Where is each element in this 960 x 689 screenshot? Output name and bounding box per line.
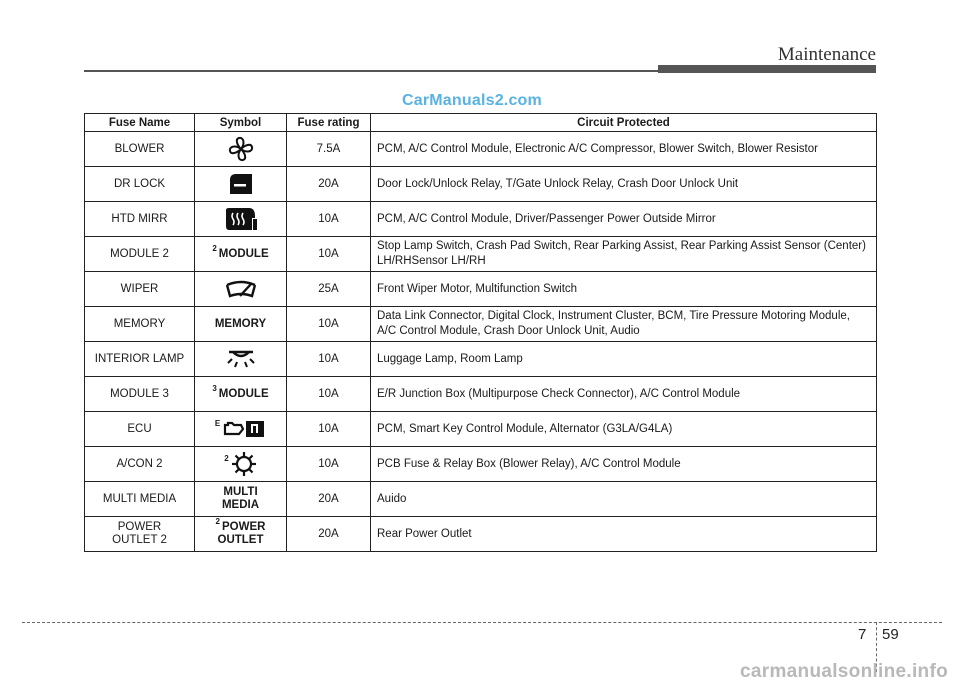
fuse-name: DR LOCK xyxy=(85,167,195,202)
circuit-protected: Door Lock/Unlock Relay, T/Gate Unlock Relay, Crash Door Unlock Unit xyxy=(371,167,877,202)
fuse-symbol xyxy=(195,202,287,237)
fuse-rating: 10A xyxy=(287,237,371,272)
table-row xyxy=(85,377,877,412)
fuse-name: WIPER xyxy=(85,272,195,307)
symbol-label: MODULE xyxy=(218,387,269,400)
symbol-superscript: E xyxy=(214,419,221,429)
header-rule-thin xyxy=(84,70,662,72)
table-row xyxy=(85,202,877,237)
watermark-link[interactable]: CarManuals2.com xyxy=(402,92,542,109)
fuse-name: MULTI MEDIA xyxy=(85,482,195,517)
page-number: 59 xyxy=(882,626,899,643)
fuse-symbol xyxy=(195,342,287,377)
fuse-name: INTERIOR LAMP xyxy=(85,342,195,377)
fuse-name: ECU xyxy=(85,412,195,447)
symbol-label: MODULE xyxy=(218,247,269,260)
air-conditioning-icon xyxy=(231,451,257,477)
symbol-superscript: 3 xyxy=(212,383,217,393)
footer-dotted-rule xyxy=(22,622,942,623)
circuit-protected: Front Wiper Motor, Multifunction Switch xyxy=(371,272,877,307)
fuse-rating: 10A xyxy=(287,377,371,412)
symbol-superscript: 2 xyxy=(215,517,220,526)
heated-mirror-icon xyxy=(223,206,259,232)
fuse-rating: 10A xyxy=(287,202,371,237)
fuse-table xyxy=(84,113,877,552)
fuse-name: MODULE 2 xyxy=(85,237,195,272)
wiper-icon xyxy=(224,278,258,300)
circuit-protected: Luggage Lamp, Room Lamp xyxy=(371,342,877,377)
circuit-protected: Auido xyxy=(371,482,877,517)
interior-lamp-icon xyxy=(224,348,258,370)
symbol-label-line2: OUTLET xyxy=(217,534,264,546)
fuse-name xyxy=(85,517,195,552)
fuse-symbol xyxy=(195,447,287,482)
fuse-symbol xyxy=(195,482,287,517)
circuit-protected: PCB Fuse & Relay Box (Blower Relay), A/C Control Module xyxy=(371,447,877,482)
symbol-label-line1: MULTI xyxy=(223,486,258,498)
circuit-protected: E/R Junction Box (Multipurpose Check Connector), A/C Control Module xyxy=(371,377,877,412)
table-row xyxy=(85,167,877,202)
symbol-label-line2: MEDIA xyxy=(221,499,260,511)
door-lock-icon xyxy=(226,172,256,196)
circuit-protected: PCM, Smart Key Control Module, Alternator (G3LA/G4LA) xyxy=(371,412,877,447)
table-row xyxy=(85,447,877,482)
ecu-icon xyxy=(222,419,266,439)
fuse-symbol xyxy=(195,272,287,307)
table-header-row xyxy=(85,114,877,132)
table-row xyxy=(85,272,877,307)
table-row xyxy=(85,307,877,342)
fuse-rating: 10A xyxy=(287,307,371,342)
circuit-protected: PCM, A/C Control Module, Driver/Passenger Power Outside Mirror xyxy=(371,202,877,237)
fuse-rating: 20A xyxy=(287,482,371,517)
fuse-symbol xyxy=(195,412,287,447)
fuse-name-line2: OUTLET 2 xyxy=(112,534,167,546)
table-row xyxy=(85,342,877,377)
fuse-name: BLOWER xyxy=(85,132,195,167)
circuit-protected: Rear Power Outlet xyxy=(371,517,877,552)
circuit-protected: Data Link Connector, Digital Clock, Instrument Cluster, BCM, Tire Pressure Motoring Module, A/C Control Module, Crash Door Unlock Unit, Audio xyxy=(371,307,877,342)
fuse-symbol xyxy=(195,307,287,342)
table-row xyxy=(85,517,877,552)
table-row xyxy=(85,482,877,517)
fuse-rating: 10A xyxy=(287,342,371,377)
fuse-rating: 20A xyxy=(287,167,371,202)
circuit-protected: Stop Lamp Switch, Crash Pad Switch, Rear Parking Assist, Rear Parking Assist Sensor (Center) LH/RHSensor LH/RH xyxy=(371,237,877,272)
fuse-rating: 25A xyxy=(287,272,371,307)
table-row xyxy=(85,237,877,272)
fuse-name: MODULE 3 xyxy=(85,377,195,412)
symbol-label-line1: POWER xyxy=(222,521,266,533)
fan-icon xyxy=(227,135,255,163)
header-circuit-protected: Circuit Protected xyxy=(371,114,877,132)
fuse-symbol xyxy=(195,517,287,552)
fuse-rating: 10A xyxy=(287,412,371,447)
symbol-superscript: 2 xyxy=(212,243,217,253)
fuse-name-line1: POWER xyxy=(117,521,162,533)
fuse-symbol xyxy=(195,377,287,412)
fuse-name: HTD MIRR xyxy=(85,202,195,237)
footer-watermark: carmanualsonline.info xyxy=(740,661,948,682)
symbol-superscript: 2 xyxy=(224,454,229,464)
fuse-symbol xyxy=(195,167,287,202)
fuse-rating: 10A xyxy=(287,447,371,482)
chapter-number: 7 xyxy=(858,626,867,643)
fuse-rating: 7.5A xyxy=(287,132,371,167)
table-row xyxy=(85,132,877,167)
fuse-name: A/CON 2 xyxy=(85,447,195,482)
header-fuse-name: Fuse Name xyxy=(85,114,195,132)
fuse-rating: 20A xyxy=(287,517,371,552)
header-rule-thick xyxy=(658,65,876,73)
header-symbol: Symbol xyxy=(195,114,287,132)
table-row xyxy=(85,412,877,447)
header-fuse-rating: Fuse rating xyxy=(287,114,371,132)
fuse-name: MEMORY xyxy=(85,307,195,342)
fuse-symbol xyxy=(195,132,287,167)
symbol-label: MEMORY xyxy=(214,317,267,330)
section-title: Maintenance xyxy=(777,44,876,65)
circuit-protected: PCM, A/C Control Module, Electronic A/C Compressor, Blower Switch, Blower Resistor xyxy=(371,132,877,167)
fuse-symbol xyxy=(195,237,287,272)
